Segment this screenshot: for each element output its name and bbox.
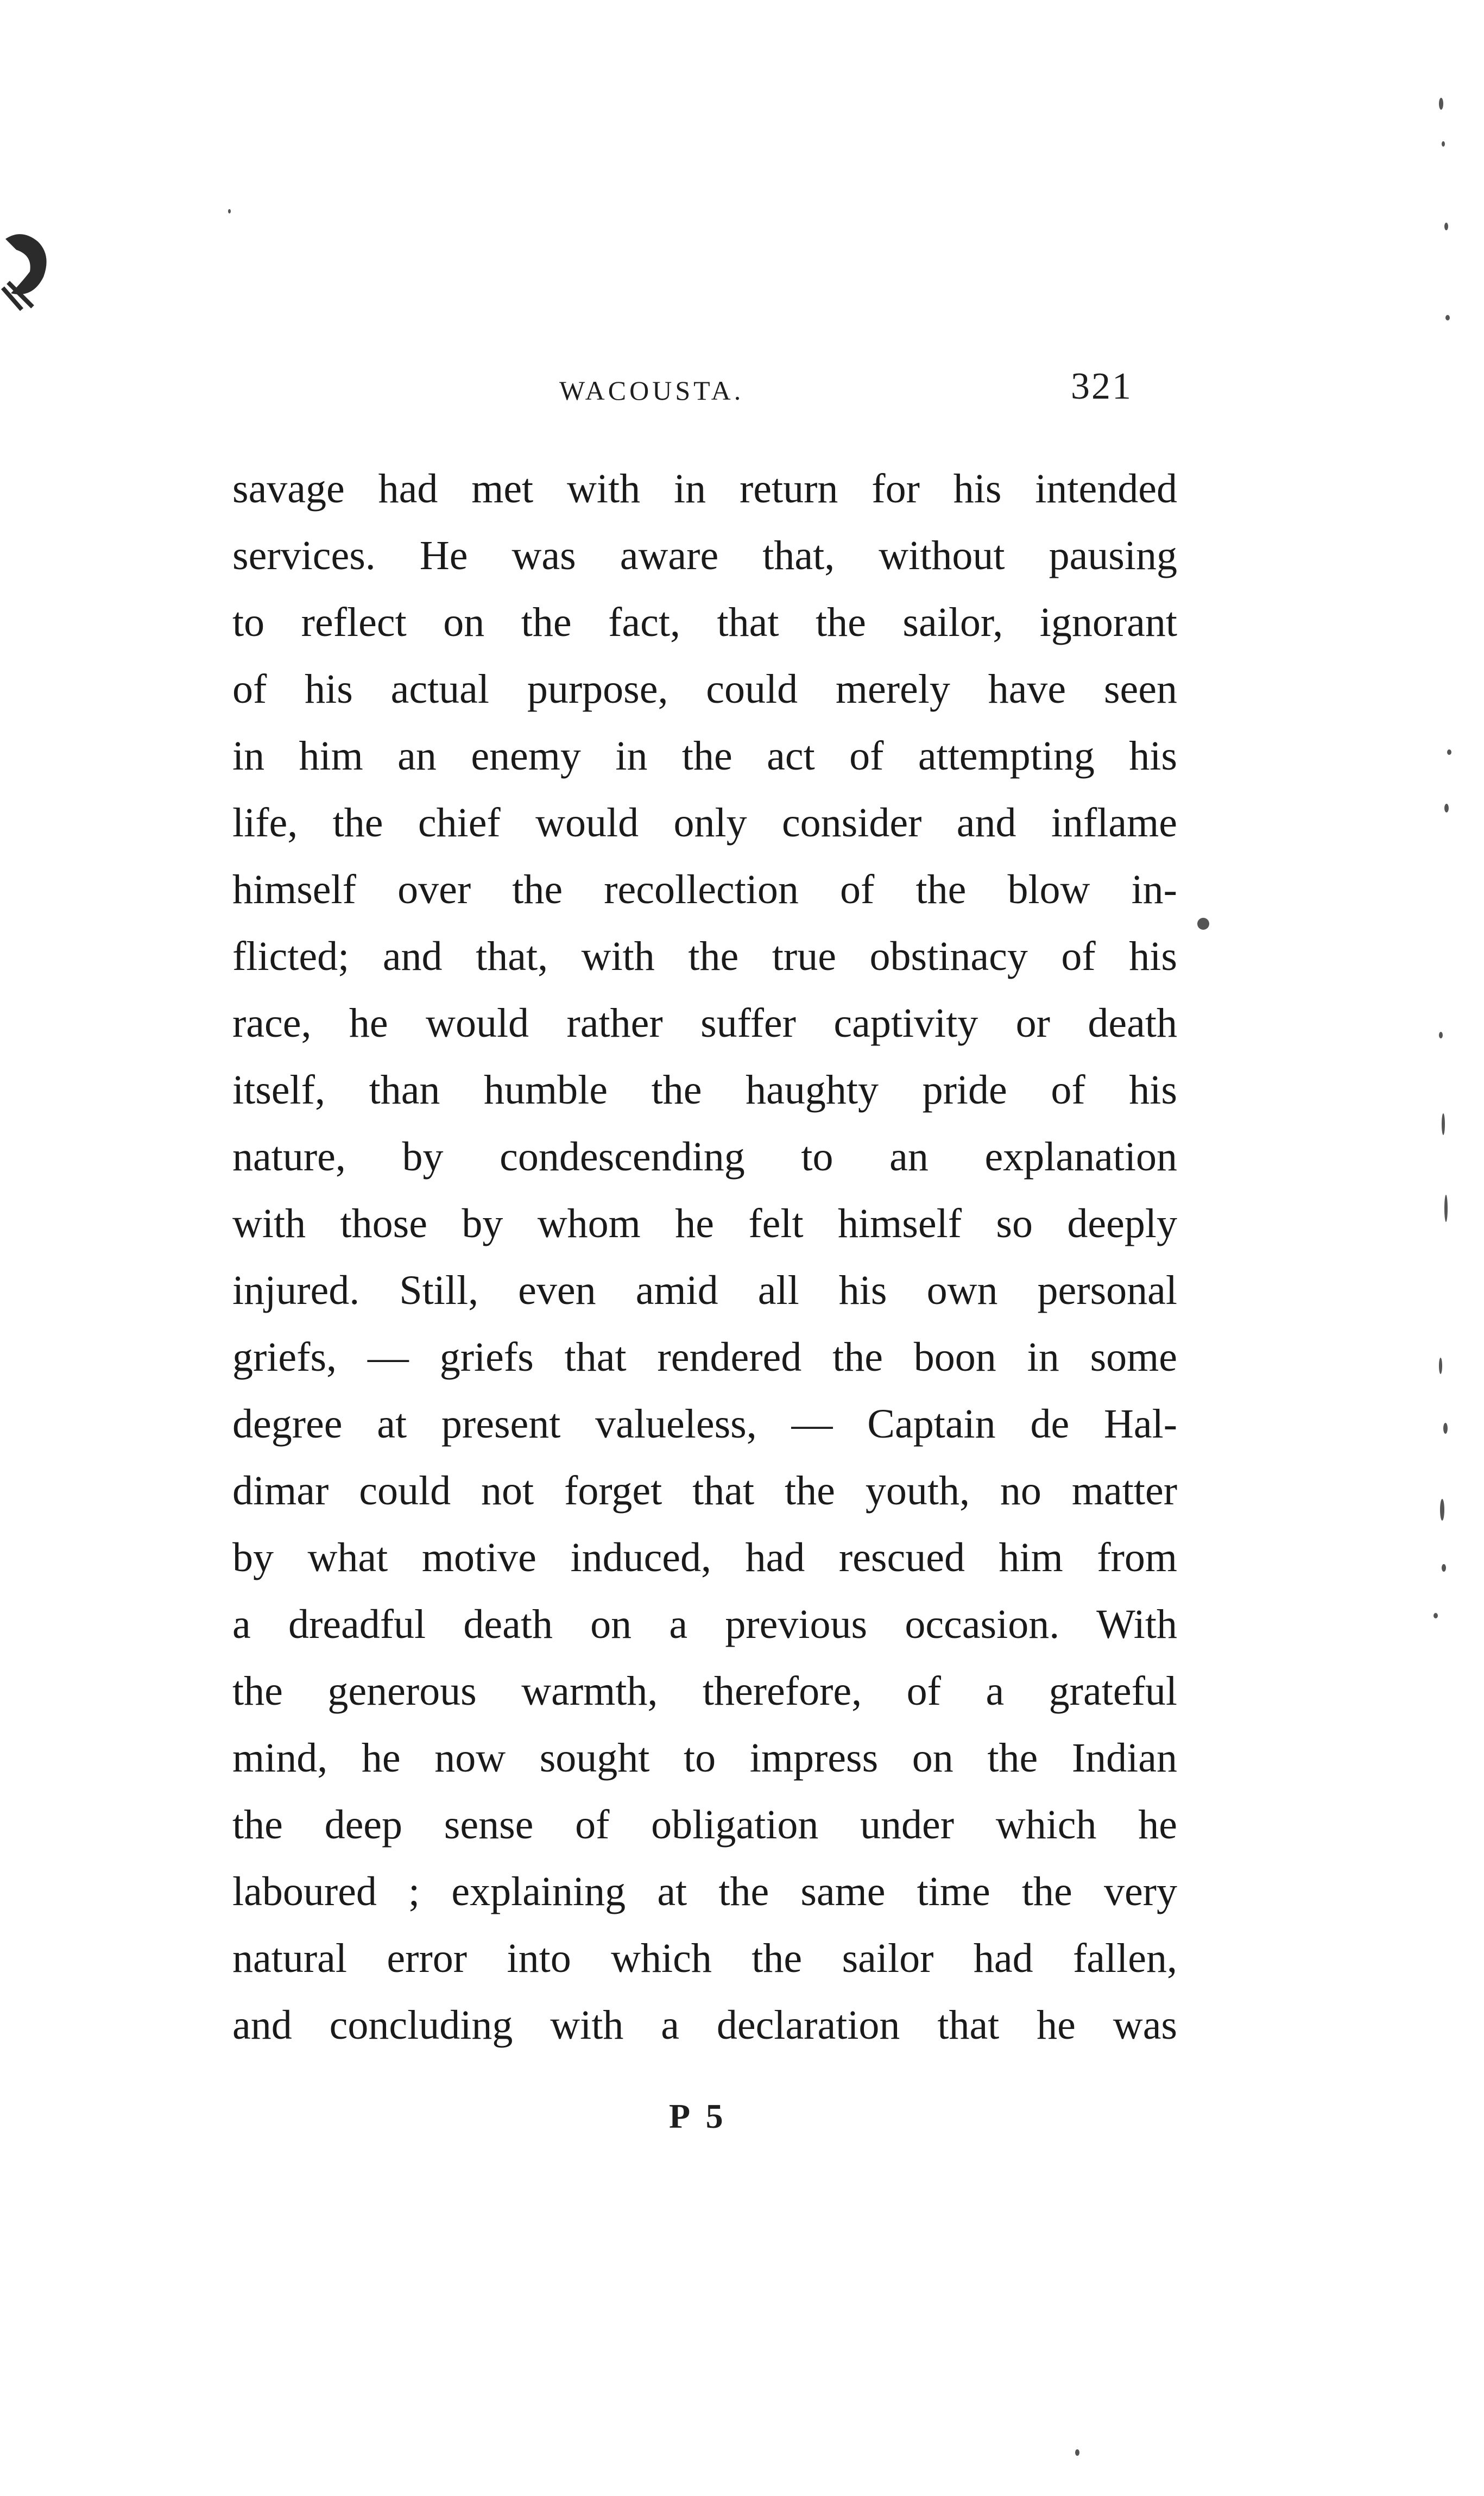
scan-speck bbox=[1445, 315, 1450, 320]
text-line: in him an enemy in the act of attempting his bbox=[232, 733, 1177, 779]
text-line: flicted; and that, with the true obstinacy of his bbox=[232, 934, 1177, 979]
text-line: degree at present valueless, — Captain de Hal- bbox=[232, 1401, 1177, 1447]
scan-speck bbox=[1444, 804, 1449, 812]
scan-speck bbox=[1447, 749, 1451, 755]
scan-speck bbox=[1439, 98, 1443, 110]
text-line: natural error into which the sailor had fallen, bbox=[232, 1936, 1177, 1981]
text-line: a dreadful death on a previous occasion. With bbox=[232, 1602, 1177, 1647]
binding-ornament-artifact bbox=[0, 217, 65, 315]
scan-speck bbox=[1439, 1032, 1443, 1038]
text-line: dimar could not forget that the youth, no matter bbox=[232, 1468, 1177, 1514]
text-line: race, he would rather suffer captivity or death bbox=[232, 1000, 1177, 1046]
text-line: to reflect on the fact, that the sailor, ignorant bbox=[232, 600, 1177, 645]
scan-speck bbox=[1442, 1564, 1446, 1572]
running-head: WACOUSTA. bbox=[559, 375, 744, 406]
scan-speck bbox=[1197, 918, 1209, 930]
text-line: mind, he now sought to impress on the Indian bbox=[232, 1735, 1177, 1781]
text-line: and concluding with a declaration that he was bbox=[232, 2002, 1177, 2048]
text-line: nature, by condescending to an explanation bbox=[232, 1134, 1177, 1180]
text-line: itself, than humble the haughty pride of his bbox=[232, 1067, 1177, 1113]
scan-speck bbox=[1444, 1195, 1448, 1222]
scan-speck bbox=[1439, 1358, 1442, 1374]
text-line: griefs, — griefs that rendered the boon in some bbox=[232, 1334, 1177, 1380]
scan-speck bbox=[1442, 1113, 1445, 1135]
scan-speck bbox=[1434, 1613, 1438, 1618]
text-line: life, the chief would only consider and inflame bbox=[232, 800, 1177, 846]
scan-speck bbox=[1443, 1423, 1448, 1434]
text-line: by what motive induced, had rescued him from bbox=[232, 1535, 1177, 1580]
text-line: with those by whom he felt himself so deeply bbox=[232, 1201, 1177, 1246]
text-line: the generous warmth, therefore, of a grateful bbox=[232, 1668, 1177, 1714]
text-line: himself over the recollection of the blow in- bbox=[232, 867, 1177, 912]
scan-speck bbox=[228, 209, 231, 213]
scan-speck bbox=[1444, 223, 1448, 230]
scan-speck bbox=[1075, 2449, 1079, 2456]
text-line: injured. Still, even amid all his own personal bbox=[232, 1268, 1177, 1313]
text-line: the deep sense of obligation under which he bbox=[232, 1802, 1177, 1848]
text-line: of his actual purpose, could merely have seen bbox=[232, 666, 1177, 712]
scan-speck bbox=[1442, 141, 1445, 147]
page-number: 321 bbox=[1071, 365, 1133, 407]
signature-mark: P 5 bbox=[669, 2097, 728, 2135]
text-line: laboured ; explaining at the same time the very bbox=[232, 1869, 1177, 1914]
scan-speck bbox=[1440, 1499, 1444, 1521]
text-line: savage had met with in return for his intended bbox=[232, 466, 1177, 512]
text-line: services. He was aware that, without pausing bbox=[232, 533, 1177, 578]
